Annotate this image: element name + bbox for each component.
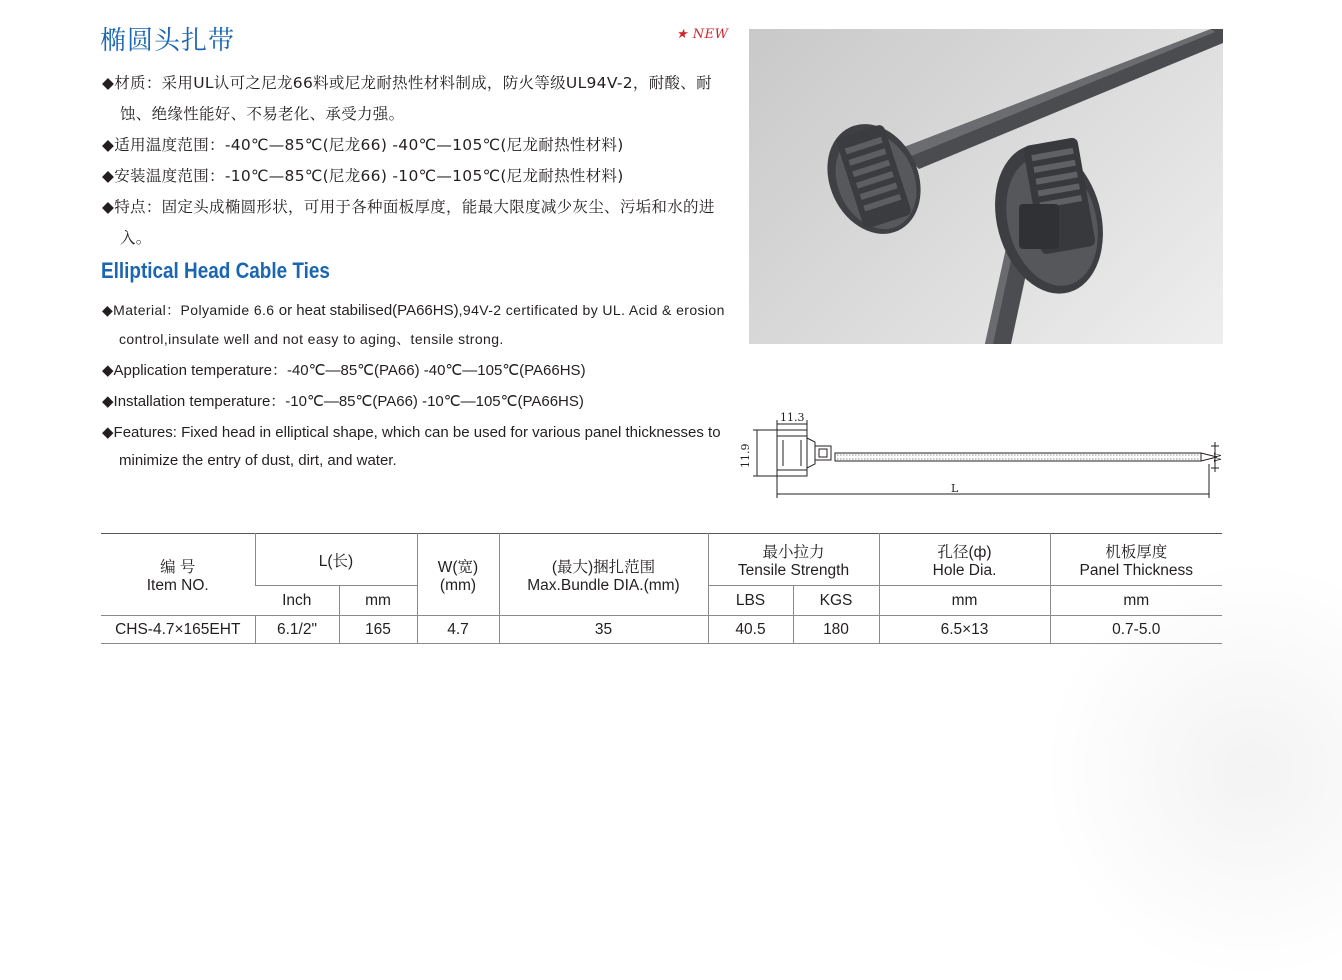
- header-length: L(长): [255, 534, 417, 586]
- dim-w-label: W: [1214, 452, 1224, 462]
- header-bundle-cn: (最大)捆扎范围: [551, 558, 656, 576]
- cell-hole: 6.5×13: [879, 616, 1050, 644]
- header-width-cn: W(宽): [437, 558, 479, 576]
- en-spec-features: ◆Features: Fixed head in elliptical shape, which can be used for various panel thicknesses to minimize the entry of dust, dirt, and water.: [102, 424, 721, 469]
- table-row: [101, 616, 1222, 644]
- cell-bundle: 35: [499, 616, 708, 644]
- en-spec-installation-temp: ◆Installation temperature：-10℃—85℃(PA66) -10℃—105℃(PA66HS): [102, 393, 584, 410]
- english-spec-list: [102, 296, 742, 478]
- header-hole-en: Hole Dia.: [932, 561, 997, 579]
- header-bundle-en: Max.Bundle DIA.(mm): [527, 576, 680, 594]
- cable-tie-photo-illustration: [749, 29, 1223, 344]
- dim-length-label: L: [951, 482, 959, 495]
- dim-width-label: 11.3: [780, 411, 805, 424]
- header-tensile-lbs: LBS: [708, 586, 793, 616]
- cn-spec-material: ◆材质：采用UL认可之尼龙66料或尼龙耐热性材料制成，防火等级UL94V-2，耐酸、耐蚀、绝缘性能好、不易老化、承受力强。: [102, 74, 712, 123]
- cn-spec-installation-temp: ◆安装温度范围：-10℃—85℃(尼龙66) -10℃—105℃(尼龙耐热性材料): [102, 167, 624, 185]
- en-spec-material-a: ◆Material：Polyamide 6.6: [102, 302, 279, 318]
- cn-spec-application-temp: ◆适用温度范围：-40℃—85℃(尼龙66) -40℃—105℃(尼龙耐热性材料): [102, 136, 624, 154]
- header-tensile-kgs: KGS: [793, 586, 879, 616]
- header-hole: [879, 534, 1050, 586]
- technical-drawing: [735, 408, 1225, 500]
- header-panel-en: Panel Thickness: [1079, 561, 1193, 579]
- en-spec-material-b: or heat stabilised(PA66HS): [278, 302, 459, 319]
- spec-table: [101, 533, 1222, 644]
- cell-item: CHS-4.7×165EHT: [101, 616, 255, 644]
- header-width-unit: (mm): [439, 576, 477, 594]
- header-panel-unit: mm: [1050, 586, 1222, 616]
- dimension-diagram: [735, 408, 1225, 500]
- header-hole-cn: 孔径(ф): [937, 543, 992, 561]
- en-spec-material-c: ,94V-2 certificated by UL. Acid & erosion control,insulate well and not easy to aging、tensile strong.: [119, 302, 725, 347]
- title-chinese: 椭圆头扎带: [100, 26, 236, 56]
- title-english: Elliptical Head Cable Ties: [101, 258, 330, 283]
- header-tensile-cn: 最小拉力: [762, 543, 825, 561]
- cell-width: 4.7: [417, 616, 499, 644]
- en-spec-application-temp: ◆Application temperature：-40℃—85℃(PA66) -40℃—105℃(PA66HS): [102, 362, 586, 379]
- header-item-cn: 编 号: [160, 558, 196, 576]
- header-width: [417, 534, 499, 616]
- table-header-row-1: [101, 534, 1222, 586]
- header-panel: [1050, 534, 1222, 586]
- product-photo: [749, 29, 1223, 344]
- header-tensile: [708, 534, 879, 586]
- header-tensile-en: Tensile Strength: [737, 561, 850, 579]
- dim-height-label: 11.9: [739, 443, 752, 468]
- header-length-inch: Inch: [255, 586, 339, 616]
- cell-panel: 0.7-5.0: [1050, 616, 1222, 644]
- header-panel-cn: 机板厚度: [1105, 543, 1168, 561]
- chinese-spec-list: [102, 68, 732, 254]
- cell-kgs: 180: [793, 616, 879, 644]
- header-hole-unit: mm: [879, 586, 1050, 616]
- cell-inch: 6.1/2": [255, 616, 339, 644]
- cell-lbs: 40.5: [708, 616, 793, 644]
- header-length-mm: mm: [339, 586, 417, 616]
- header-item: [101, 534, 255, 616]
- header-bundle: [499, 534, 708, 616]
- cell-mm: 165: [339, 616, 417, 644]
- new-badge: ★ NEW: [676, 27, 729, 42]
- cn-spec-features: ◆特点：固定头成椭圆形状，可用于各种面板厚度，能最大限度减少灰尘、污垢和水的进入。: [102, 198, 715, 247]
- header-item-en: Item NO.: [146, 576, 209, 594]
- en-spec-material: [102, 296, 742, 354]
